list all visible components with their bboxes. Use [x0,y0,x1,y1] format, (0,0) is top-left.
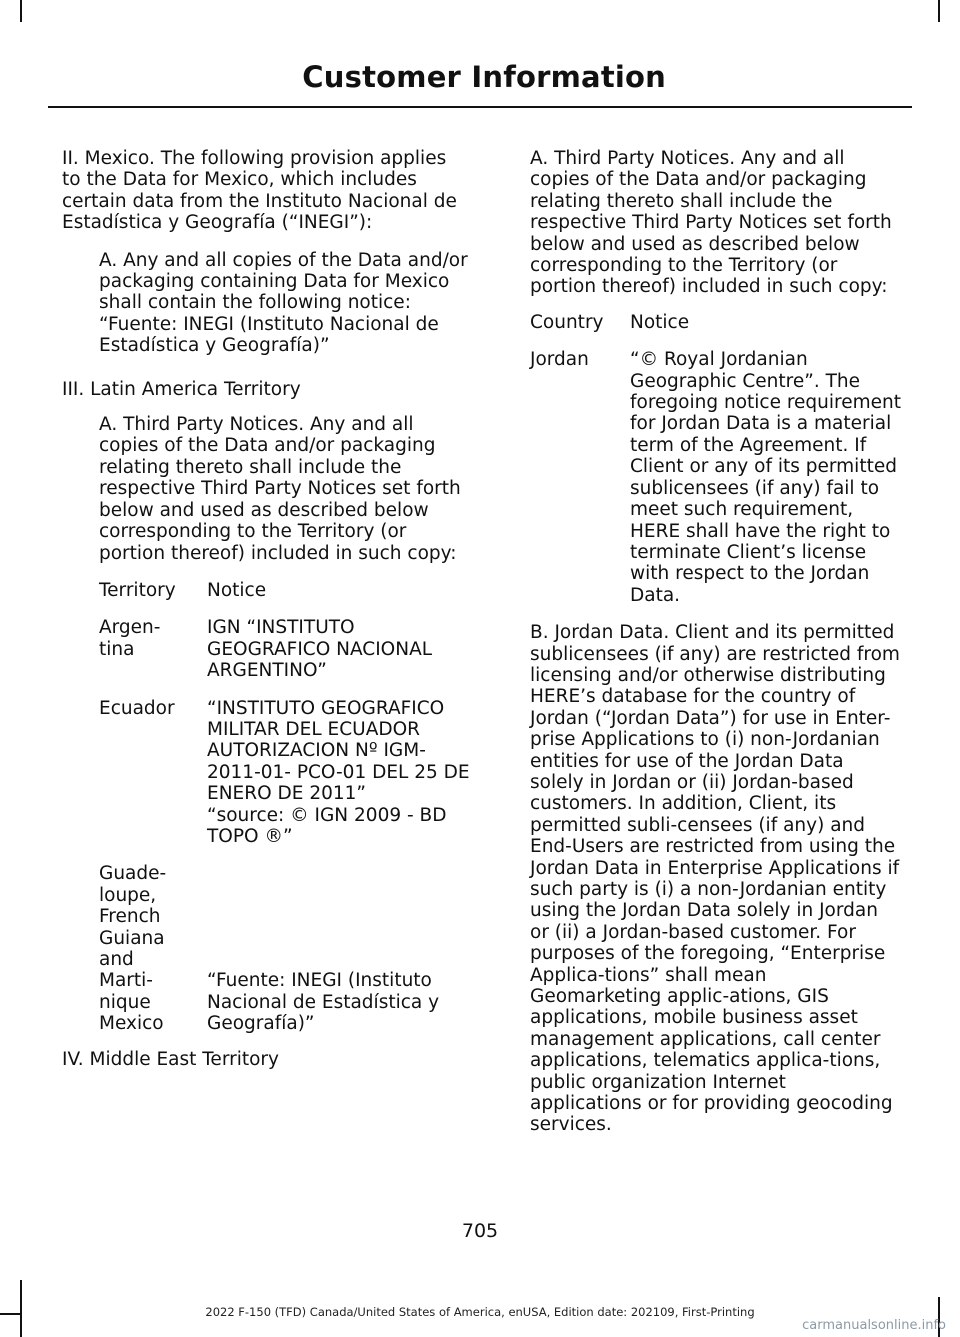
table-cell-territory: Guade- loupe, French Guiana and [99,863,167,970]
table-cell-territory: Argen- tina [99,617,161,660]
left-column [62,148,470,1070]
table-cell-territory [99,805,207,848]
page-title: Customer Information [302,60,666,94]
table-cell-territory: Marti- nique Mexico [99,970,164,1035]
table-row [99,601,470,681]
table-cell-country: Jordan [530,349,589,371]
mexico-item-a: A. Any and all copies of the Data and/or packaging containing Data for Mexico shall contain the following notice: “Fuente: INEGI (Instituto Nacional de Estadística y Geografía)” [99,249,468,357]
latin-item-a: A. Third Party Notices. Any and all copies of the Data and/or packaging relating thereto shall include the respective Third Party Notices set forth below and used as described below corresponding to the Territory (or portion thereof) included in such copy: [99,414,461,564]
right-item-a: A. Third Party Notices. Any and all copies of the Data and/or packaging relating thereto shall include the respective Third Party Notices set forth below and used as described below corresponding to the Territory (or portion thereof) included in such copy: [530,148,892,298]
table-cell-notice: IGN “INSTITUTO GEOGRAFICO NACIONAL ARGENTINO” [207,617,433,682]
table-cell-notice: “source: © IGN 2009 - BD TOPO ®” [207,804,447,847]
latin-america-heading: III. Latin America Territory [62,378,301,400]
page-number: 705 [461,1220,499,1242]
mexico-intro: II. Mexico. The following provision applies to the Data for Mexico, which includes certain data from the Instituto Nacional de Estadística y Geografía (“INEGI”): [62,148,457,234]
table-cell-territory: Ecuador [99,697,175,719]
table-row [99,805,470,848]
jordan-notice-table [530,312,902,606]
table-header-notice: Notice [630,311,690,333]
table-cell-notice: “INSTITUTO GEOGRAFICO MILITAR DEL ECUADOR AUTORIZACION Nº IGM-2011-01- PCO-01 DEL 25 DE ENERO DE 2011” [207,697,470,805]
table-header-country: Country [530,311,604,333]
table-row [99,847,470,970]
table-cell-notice [207,847,470,970]
right-item-b: B. Jordan Data. Client and its permitted sublicensees (if any) are restricted from licensing and/or otherwise distributing HERE’s database for the country of Jordan (“Jordan Data”) for use in Enter-prise Applications to (i) non-Jordanian entities for use of the Jordan Data solely in Jordan or (ii) Jordan-based customers. In addition, Client, its permitted subli-censees (if any) and End-Users are restricted from using the Jordan Data in Enterprise Applications if such party is (i) a non-Jordanian entity using the Jordan Data solely in Jordan or (ii) a Jordan-based customer. For purposes of the foregoing, “Enterprise Applica-tions” shall mean Geomarketing applic-ations, GIS applications, mobile business asset management applications, call center applications, telematics applica-tions, public organization Internet applications or for providing geocoding services. [530,622,900,1136]
table-header-row [530,312,902,333]
table-header-row [99,580,470,601]
table-row [530,333,902,606]
crop-mark-top-right-vertical [938,0,940,22]
right-column [530,148,902,1136]
header-divider [48,106,912,108]
table-cell-notice: “Fuente: INEGI (Instituto Nacional de Estadística y Geografía)” [207,970,440,1035]
table-cell-notice: “© Royal Jordanian Geographic Centre”. The foregoing notice requirement for Jordan Data is a material term of the Agreement. If Client or any of its permitted sublicensees (if any) fail to meet such requirement, HERE shall have the right to terminate Client’s license with respect to the Jordan Data. [630,349,901,606]
table-row [99,682,470,805]
table-header-notice: Notice [207,579,267,601]
table-row [99,970,470,1034]
crop-mark-top-left-vertical [20,0,22,22]
middle-east-heading: IV. Middle East Territory [62,1048,279,1070]
watermark: carmanualsonline.info [802,1318,946,1333]
table-header-territory: Territory [99,579,176,601]
footer-edition-info: 2022 F-150 (TFD) Canada/United States of America, enUSA, Edition date: 202109, First-Printing [205,1305,755,1319]
latin-notice-table [99,580,470,1035]
